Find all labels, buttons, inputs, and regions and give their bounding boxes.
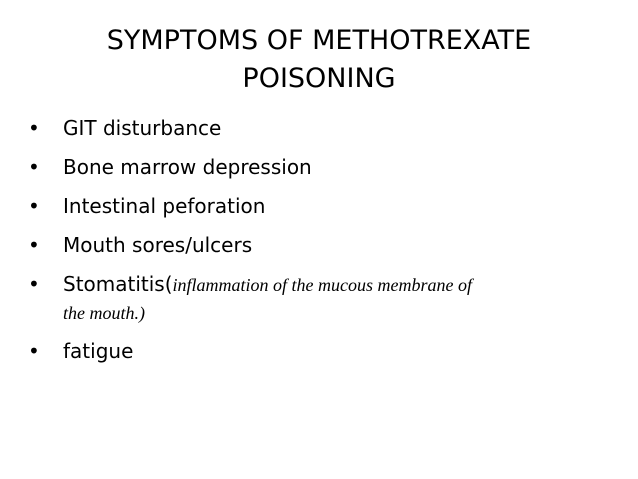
stomatitis-label: Stomatitis( bbox=[63, 272, 173, 296]
bullet-text: Intestinal peforation bbox=[63, 194, 266, 218]
title-line-1: SYMPTOMS OF METHOTREXATE bbox=[106, 25, 532, 56]
bullet-icon: • bbox=[28, 272, 40, 296]
list-item bbox=[26, 192, 616, 220]
bullet-text: Mouth sores/ulcers bbox=[63, 233, 253, 257]
symptom-list bbox=[26, 114, 616, 376]
title-line-2: POISONING bbox=[242, 63, 396, 94]
bullet-text: fatigue bbox=[63, 339, 134, 363]
list-item bbox=[26, 153, 616, 181]
stomatitis-note-line-2: the mouth.) bbox=[63, 303, 145, 323]
bullet-icon: • bbox=[28, 194, 40, 218]
slide-title bbox=[40, 22, 598, 98]
bullet-icon: • bbox=[28, 116, 40, 140]
bullet-text: GIT disturbance bbox=[63, 116, 222, 140]
list-item bbox=[26, 231, 616, 259]
list-item-stomatitis bbox=[26, 270, 616, 325]
bullet-icon: • bbox=[28, 233, 40, 257]
stomatitis-note-line-1: inflammation of the mucous membrane of bbox=[172, 275, 473, 295]
bullet-icon: • bbox=[28, 155, 40, 179]
list-item bbox=[26, 337, 616, 365]
bullet-text: Bone marrow depression bbox=[63, 155, 312, 179]
list-item bbox=[26, 114, 616, 142]
bullet-icon: • bbox=[28, 339, 40, 363]
